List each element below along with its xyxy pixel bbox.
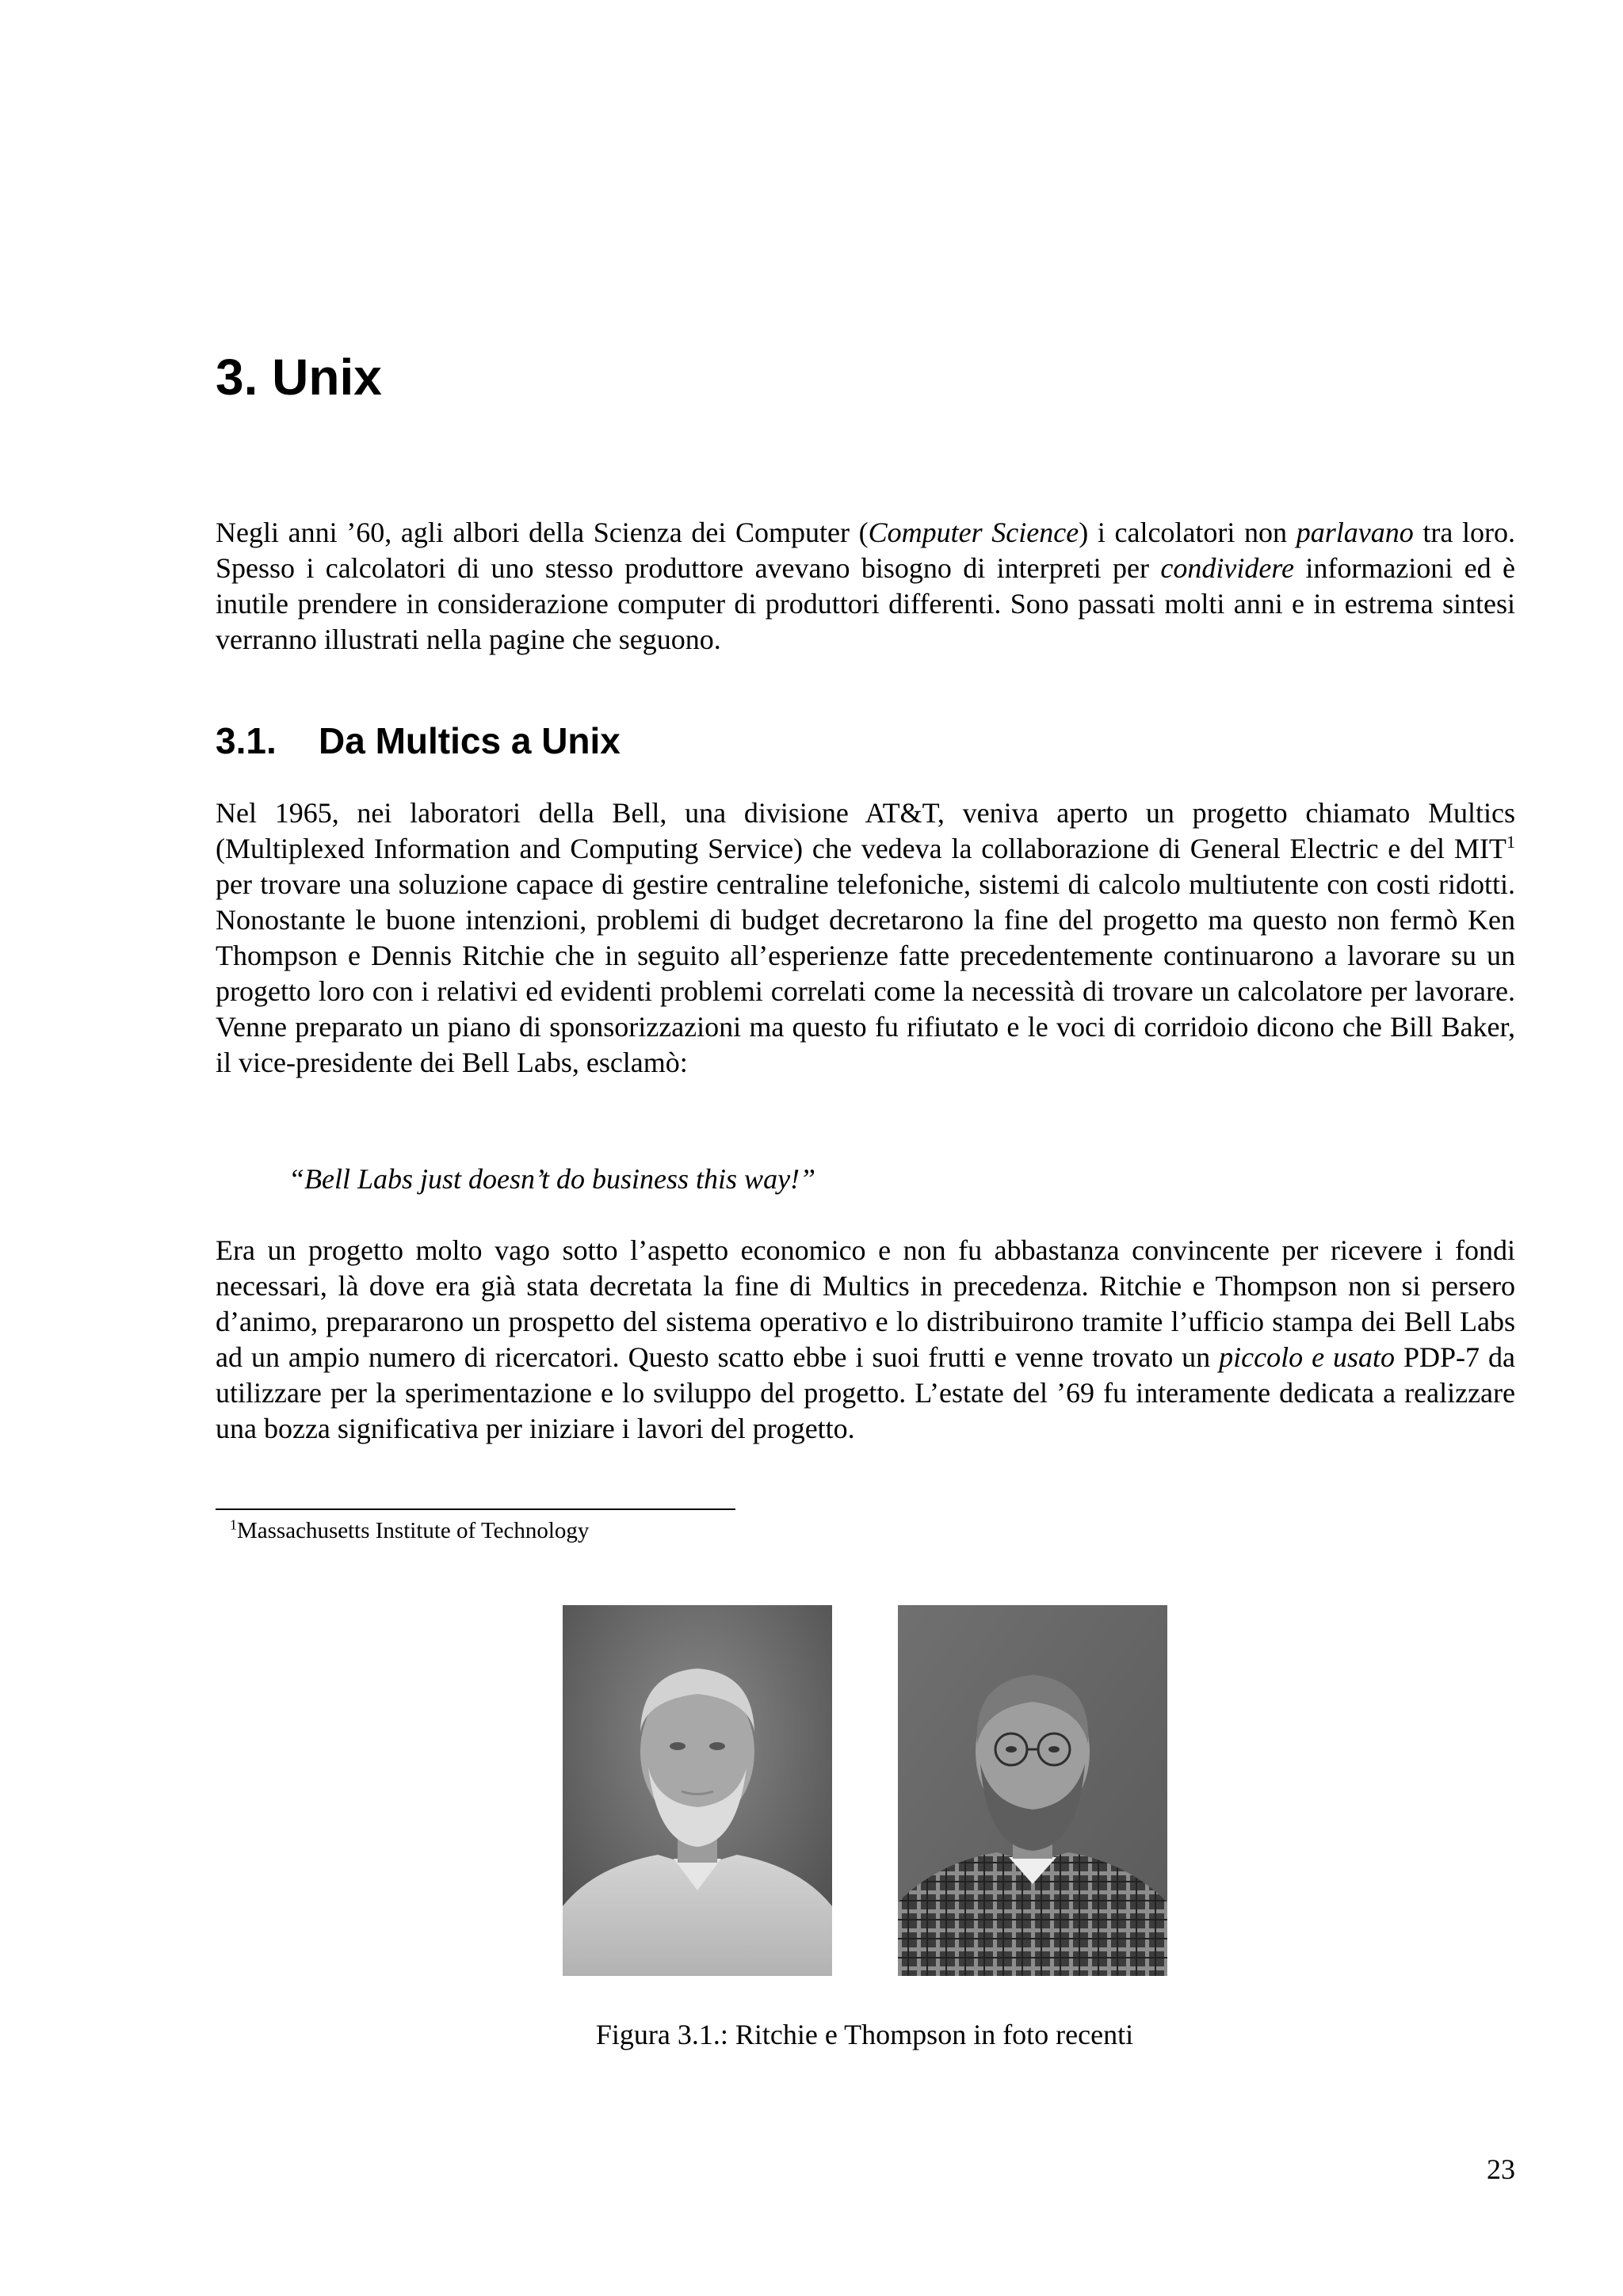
intro-text-2: ) i calcolatori non xyxy=(1079,517,1296,548)
pdp7-text-1: Era un progetto molto vago sotto l’aspetto economico e non fu abbastanza convincente per ricevere i fondi necessari, là dove era già stata decretata la fine di Multics in precedenza. Ritchie e Thompson non si persero d’animo, prepararono un prospetto del sistema operativo e lo distribuirono tramite l’ufficio stampa dei Bell Labs ad un ampio numero di ricercatori. Questo scatto ebbe i suoi frutti e venne trovato un xyxy=(216,1234,1515,1373)
page-number: 23 xyxy=(1487,2153,1515,2185)
pdp7-paragraph xyxy=(216,1233,1515,1447)
intro-italic-parlavano: parlavano xyxy=(1296,517,1414,548)
footnote-reference[interactable]: 1 xyxy=(1506,832,1515,852)
section-title: Da Multics a Unix xyxy=(319,720,621,761)
footnote-separator xyxy=(216,1508,735,1510)
pdp7-italic-piccolo-e-usato: piccolo e usato xyxy=(1219,1341,1396,1373)
footnote-text: Massachusetts Institute of Technology xyxy=(236,1518,590,1543)
intro-paragraph xyxy=(216,515,1515,658)
pdp7-text-2: PDP-7 da utilizzare per la sperimentazione e lo sviluppo del progetto. L’estate del ’69 fu interamente dedicata a realizzare una bozza significativa per iniziare i lavori del progetto. xyxy=(216,1341,1515,1444)
intro-text-3: tra loro. Spesso i calcolatori di uno stesso produttore avevano bisogno di interpreti per xyxy=(216,517,1515,584)
thompson-photo xyxy=(898,1605,1167,1976)
intro-text-1: Negli anni ’60, agli albori della Scienza dei Computer ( xyxy=(216,517,869,548)
intro-italic-condividere: condividere xyxy=(1160,552,1294,584)
section-heading xyxy=(216,719,621,763)
multics-paragraph xyxy=(216,795,1515,1081)
footnote xyxy=(230,1516,589,1545)
bill-baker-quote: “Bell Labs just doesn’t do business this way!” xyxy=(288,1163,816,1195)
figure-caption: Figura 3.1.: Ritchie e Thompson in foto recenti xyxy=(595,2019,1134,2050)
section-number: 3.1. xyxy=(216,720,277,761)
multics-text-1: Nel 1965, nei laboratori della Bell, una divisione AT&T, veniva aperto un progetto chiamato Multics (Multiplexed Information and Computing Service) che vedeva la collaborazione di General Electric e del MIT xyxy=(216,797,1515,864)
chapter-title: 3. Unix xyxy=(216,349,382,406)
footnote-number: 1 xyxy=(230,1516,237,1533)
ritchie-photo xyxy=(563,1605,832,1976)
intro-text-4: informazioni ed è inutile prendere in considerazione computer di produttori differenti. Sono passati molti anni e in estrema sintesi verranno illustrati nella pagine che seguono. xyxy=(216,552,1515,655)
intro-italic-computer-science: Computer Science xyxy=(868,517,1079,548)
multics-text-2: per trovare una soluzione capace di gestire centraline telefoniche, sistemi di calcolo multiutente con costi ridotti. Nonostante le buone intenzioni, problemi di budget decretarono la fine del progetto ma questo non fermò Ken Thompson e Dennis Ritchie che in seguito all’esperienze fatte precedentemente continuarono a lavorare su un progetto loro con i relativi ed evidenti problemi correlati come la necessità di trovare un calcolatore per lavorare. Venne preparato un piano di sponsorizzazioni ma questo fu rifiutato e le voci di corridoio dicono che Bill Baker, il vice-presidente dei Bell Labs, esclamò: xyxy=(216,868,1515,1078)
